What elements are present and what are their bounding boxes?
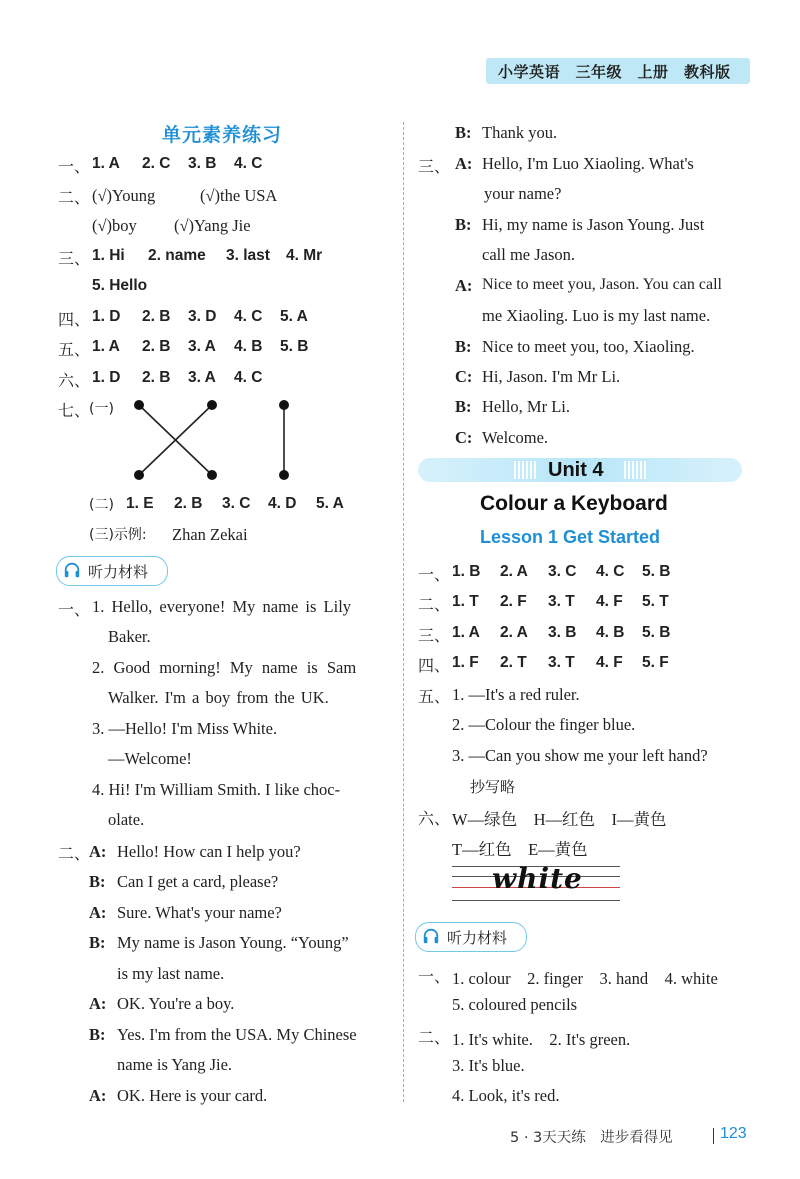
speaker: B:: [455, 215, 472, 234]
q-mark: 四、: [418, 656, 451, 675]
answer: 4. Mr: [286, 247, 323, 264]
answer: 3. C: [222, 495, 251, 512]
speaker: B:: [89, 872, 106, 891]
dialog-line: Welcome.: [482, 428, 549, 447]
dialog-line: Thank you.: [482, 123, 558, 142]
answer: 4. C: [234, 308, 263, 325]
transcript-line: —Welcome!: [108, 749, 192, 768]
answer: 1. T: [452, 593, 479, 610]
transcript-line: 5. coloured pencils: [452, 995, 578, 1014]
answer: 5. B: [642, 624, 671, 641]
dialog-line: Hello! How can I help you?: [117, 842, 301, 861]
answer: 2. T: [500, 654, 527, 671]
unit-number: Unit 4: [548, 459, 604, 481]
banner-decoration: [624, 461, 646, 479]
speaker: A:: [455, 154, 473, 173]
speaker: A:: [455, 276, 473, 295]
header-title: 小学英语 三年级 上册 教科版: [498, 63, 731, 81]
headphones-icon: [63, 561, 81, 579]
transcript-line: 1. It's white. 2. It's green.: [452, 1030, 631, 1049]
answer: 5. A: [316, 495, 344, 512]
answer: 1. A: [452, 624, 480, 641]
answer: 2. B: [142, 338, 171, 355]
speaker: A:: [89, 994, 107, 1013]
answer: 4. C: [234, 155, 263, 172]
answer: 1. D: [92, 308, 121, 325]
answer: 3. C: [548, 563, 577, 580]
q-mark: 七、: [58, 401, 91, 420]
q-mark: 一、: [58, 600, 91, 619]
footer-separator: [713, 1128, 714, 1144]
transcript-line: 3. —Hello! I'm Miss White.: [92, 719, 278, 738]
answer: 1. D: [92, 369, 121, 386]
dialog-line: Hello, Mr Li.: [482, 397, 570, 416]
dialog-line: Yes. I'm from the USA. My Chinese: [117, 1025, 357, 1044]
answer: 4. C: [596, 563, 625, 580]
speaker: A:: [89, 903, 107, 922]
answer: 4. C: [234, 369, 263, 386]
answer: 2. B: [174, 495, 203, 512]
dialog-line: Nice to meet you, too, Xiaoling.: [482, 337, 695, 356]
speaker: B:: [89, 933, 106, 952]
speaker: B:: [455, 337, 472, 356]
sub-mark: (一): [89, 401, 114, 417]
speaker: B:: [455, 123, 472, 142]
q-mark: 二、: [58, 188, 91, 207]
transcript-line: 3. It's blue.: [452, 1056, 525, 1075]
answer: 1. Hi: [92, 247, 125, 264]
answer: 2. C: [142, 155, 171, 172]
dialog-line: call me Jason.: [482, 245, 576, 264]
q-mark: 五、: [58, 340, 91, 359]
match-dot: [279, 470, 289, 480]
q-mark: 四、: [58, 310, 91, 329]
q-mark: 六、: [418, 809, 451, 828]
answer: 3. A: [188, 369, 216, 386]
answer: 3. T: [548, 654, 575, 671]
transcript-line: 4. Hi! I'm William Smith. I like choc-: [92, 780, 341, 799]
column-divider: [403, 122, 404, 1102]
footer-slogan: 5 · 3天天练 进步看得见: [510, 1130, 673, 1146]
answer-line: 1. —It's a red ruler.: [452, 685, 580, 704]
q-mark: 二、: [418, 1028, 451, 1047]
lesson-title: Lesson 1 Get Started: [480, 527, 661, 547]
transcript-line: 1. colour 2. finger 3. hand 4. white: [452, 969, 718, 988]
dialog-line: your name?: [484, 184, 562, 203]
answer: 4. B: [596, 624, 625, 641]
q-mark: 六、: [58, 371, 91, 390]
answer: 5. A: [280, 308, 308, 325]
answer: 4. D: [268, 495, 297, 512]
sub-mark: (二): [89, 497, 114, 513]
answer: 2. B: [142, 369, 171, 386]
transcript-line: 2. Good morning! My name is Sam: [92, 658, 357, 677]
transcript-line: Walker. I'm a boy from the UK.: [108, 688, 329, 707]
listening-label: 听力材料: [88, 563, 149, 581]
q-mark: 二、: [58, 844, 91, 863]
answer: 4. F: [596, 593, 623, 610]
answer-line: T—红色 E—黄色: [452, 840, 588, 859]
answer: 3. D: [188, 308, 217, 325]
writing-line: [452, 900, 620, 901]
q-mark: 三、: [58, 249, 91, 268]
dialog-line: me Xiaoling. Luo is my last name.: [482, 306, 711, 325]
section-title: 单元素养练习: [162, 124, 283, 146]
answer: 1. B: [452, 563, 481, 580]
dialog-line: Hi, Jason. I'm Mr Li.: [482, 367, 621, 386]
answer: 2. name: [148, 247, 206, 264]
q-mark: 一、: [58, 157, 91, 176]
transcript-line: 4. Look, it's red.: [452, 1086, 560, 1105]
answer: 1. F: [452, 654, 479, 671]
answer: 2. B: [142, 308, 171, 325]
answer: 3. last: [226, 247, 270, 264]
headphones-icon: [422, 927, 440, 945]
answer: (√)Young: [92, 186, 156, 205]
transcript-line: 1. Hello, everyone! My name is Lily: [92, 597, 352, 616]
speaker: A:: [89, 842, 107, 861]
answer: 1. A: [92, 338, 120, 355]
answer: 3. B: [548, 624, 577, 641]
handwritten-word: white: [492, 862, 583, 895]
listening-label: 听力材料: [447, 929, 508, 947]
answer: 4. B: [234, 338, 263, 355]
q-mark: 三、: [418, 626, 451, 645]
q-mark: 五、: [418, 687, 451, 706]
answer: 1. A: [92, 155, 120, 172]
matching-diagram: [120, 395, 310, 485]
dialog-line: OK. Here is your card.: [117, 1086, 268, 1105]
q-mark: 二、: [418, 595, 451, 614]
dialog-line: My name is Jason Young. “Young”: [117, 933, 349, 952]
match-dot: [279, 400, 289, 410]
answer: 5. T: [642, 593, 669, 610]
answer: 5. F: [642, 654, 669, 671]
q-mark: 三、: [418, 157, 451, 176]
answer-line: 2. —Colour the finger blue.: [452, 715, 636, 734]
sub-mark: (三)示例:: [89, 527, 147, 543]
answer: Zhan Zekai: [172, 525, 248, 544]
dialog-line: Nice to meet you, Jason. You can call: [482, 276, 722, 293]
answer: 1. E: [126, 495, 154, 512]
q-mark: 一、: [418, 565, 451, 584]
match-dot: [134, 400, 144, 410]
dialog-line: is my last name.: [117, 964, 225, 983]
speaker: B:: [89, 1025, 106, 1044]
answer: (√)boy: [92, 216, 137, 235]
speaker: B:: [455, 397, 472, 416]
speaker: C:: [455, 428, 473, 447]
speaker: C:: [455, 367, 473, 386]
transcript-line: Baker.: [108, 627, 151, 646]
note: 抄写略: [470, 778, 516, 796]
answer: 3. B: [188, 155, 217, 172]
page-number: 123: [720, 1125, 747, 1142]
dialog-line: name is Yang Jie.: [117, 1055, 233, 1074]
dialog-line: Can I get a card, please?: [117, 872, 279, 891]
banner-decoration: [514, 461, 536, 479]
answer: 2. A: [500, 624, 528, 641]
answer-line: W—绿色 H—红色 I—黄色: [452, 810, 667, 829]
answer: 3. A: [188, 338, 216, 355]
answer: 4. F: [596, 654, 623, 671]
match-dot: [134, 470, 144, 480]
q-mark: 一、: [418, 967, 451, 986]
answer: 5. B: [642, 563, 671, 580]
dialog-line: Sure. What's your name?: [117, 903, 282, 922]
dialog-line: OK. You're a boy.: [117, 994, 235, 1013]
dialog-line: Hello, I'm Luo Xiaoling. What's: [482, 154, 694, 173]
answer: (√)Yang Jie: [174, 216, 251, 235]
transcript-line: olate.: [108, 810, 145, 829]
match-dot: [207, 400, 217, 410]
answer: 2. F: [500, 593, 527, 610]
answer: 5. Hello: [92, 277, 148, 294]
answer: (√)the USA: [200, 186, 278, 205]
answer-line: 3. —Can you show me your left hand?: [452, 746, 708, 765]
dialog-line: Hi, my name is Jason Young. Just: [482, 215, 705, 234]
unit-title: Colour a Keyboard: [480, 492, 668, 515]
answer: 3. T: [548, 593, 575, 610]
speaker: A:: [89, 1086, 107, 1105]
answer: 2. A: [500, 563, 528, 580]
match-dot: [207, 470, 217, 480]
answer: 5. B: [280, 338, 309, 355]
